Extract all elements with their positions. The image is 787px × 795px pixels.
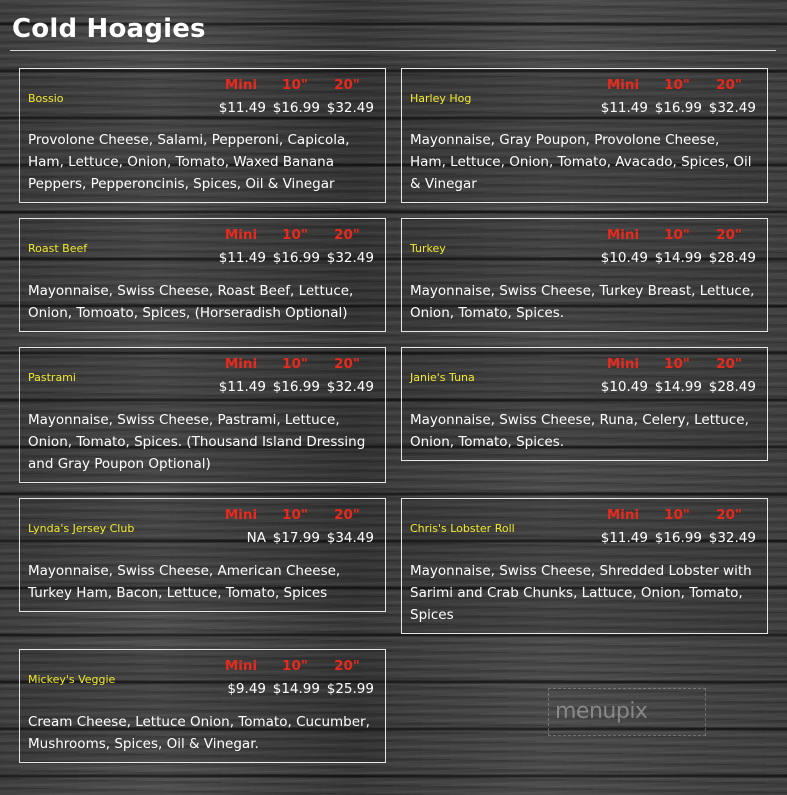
size-headings — [595, 356, 755, 372]
item-name: Chris's Lobster Roll — [410, 522, 515, 535]
item-name: Pastrami — [28, 371, 76, 384]
size-headings — [213, 77, 373, 93]
size-10: 10" — [282, 507, 308, 523]
size-20: 20" — [334, 356, 360, 372]
price-mini: $11.49 — [218, 250, 266, 266]
size-20: 20" — [716, 77, 742, 93]
size-headings — [213, 507, 373, 523]
size-headings — [595, 507, 755, 523]
price-row — [590, 100, 756, 116]
size-headings — [213, 227, 373, 243]
size-20: 20" — [716, 507, 742, 523]
price-10: $14.99 — [654, 250, 702, 266]
price-20: $34.49 — [326, 530, 374, 546]
size-20: 20" — [716, 227, 742, 243]
item-name: Harley Hog — [410, 92, 472, 105]
price-row — [208, 100, 374, 116]
size-10: 10" — [664, 356, 690, 372]
item-name: Lynda's Jersey Club — [28, 522, 135, 535]
item-name: Mickey's Veggie — [28, 673, 116, 686]
size-headings — [213, 356, 373, 372]
watermark-text: menupix — [555, 699, 648, 724]
size-20: 20" — [334, 507, 360, 523]
price-mini: $10.49 — [600, 250, 648, 266]
price-row — [208, 681, 374, 697]
size-20: 20" — [334, 77, 360, 93]
price-mini: $11.49 — [218, 100, 266, 116]
price-20: $32.49 — [326, 100, 374, 116]
item-name: Turkey — [410, 242, 446, 255]
price-row — [590, 530, 756, 546]
price-20: $25.99 — [326, 681, 374, 697]
price-mini: $11.49 — [600, 530, 648, 546]
size-10: 10" — [664, 77, 690, 93]
item-description: Mayonnaise, Swiss Cheese, Pastrami, Lettuce, Onion, Tomato, Spices. (Thousand Island Dressing and Gray Poupon Optional) — [28, 412, 366, 472]
price-mini: $9.49 — [227, 681, 266, 697]
price-mini: NA — [246, 530, 266, 546]
size-mini: Mini — [224, 507, 258, 523]
size-mini: Mini — [224, 658, 258, 674]
item-description: Mayonnaise, Gray Poupon, Provolone Cheese, Ham, Lettuce, Onion, Tomato, Avacado, Spices, Oil & Vinegar — [410, 132, 752, 192]
menupix-watermark — [548, 688, 706, 736]
price-10: $14.99 — [654, 379, 702, 395]
price-mini: $10.49 — [600, 379, 648, 395]
price-20: $28.49 — [708, 250, 756, 266]
price-mini: $11.49 — [218, 379, 266, 395]
size-10: 10" — [282, 77, 308, 93]
item-name: Janie's Tuna — [410, 371, 475, 384]
price-10: $16.99 — [272, 379, 320, 395]
title-divider — [10, 50, 776, 51]
size-10: 10" — [282, 356, 308, 372]
price-10: $16.99 — [654, 100, 702, 116]
menu-item-janies-tuna — [401, 347, 768, 461]
item-name: Roast Beef — [28, 242, 88, 255]
price-10: $16.99 — [654, 530, 702, 546]
item-description: Mayonnaise, Swiss Cheese, Shredded Lobster with Sarimi and Crab Chunks, Lattuce, Onion, Tomato, Spices — [410, 563, 752, 623]
menu-item-chris-lobster-roll — [401, 498, 768, 634]
price-20: $32.49 — [326, 250, 374, 266]
menu-item-bossio — [19, 68, 386, 203]
item-description: Mayonnaise, Swiss Cheese, American Cheese, Turkey Ham, Bacon, Lettuce, Tomato, Spices — [28, 563, 341, 601]
item-description: Mayonnaise, Swiss Cheese, Turkey Breast, Lettuce, Onion, Tomato, Spices. — [410, 283, 755, 321]
size-mini: Mini — [224, 77, 258, 93]
menu-item-harley-hog — [401, 68, 768, 203]
size-headings — [213, 658, 373, 674]
price-row — [208, 530, 374, 546]
size-mini: Mini — [606, 507, 640, 523]
size-mini: Mini — [606, 227, 640, 243]
size-10: 10" — [664, 507, 690, 523]
size-mini: Mini — [224, 227, 258, 243]
menu-item-pastrami — [19, 347, 386, 483]
size-mini: Mini — [224, 356, 258, 372]
size-20: 20" — [334, 658, 360, 674]
item-description: Mayonnaise, Swiss Cheese, Runa, Celery, Lettuce, Onion, Tomato, Spices. — [410, 412, 749, 450]
size-10: 10" — [282, 658, 308, 674]
item-name: Bossio — [28, 92, 64, 105]
menu-item-lyndas-jersey-club — [19, 498, 386, 612]
menu-item-mickeys-veggie — [19, 649, 386, 763]
menu-item-turkey — [401, 218, 768, 332]
price-row — [590, 379, 756, 395]
price-10: $16.99 — [272, 250, 320, 266]
size-20: 20" — [716, 356, 742, 372]
price-row — [208, 250, 374, 266]
price-row — [208, 379, 374, 395]
item-description: Provolone Cheese, Salami, Pepperoni, Capicola, Ham, Lettuce, Onion, Tomato, Waxed Banana Peppers, Pepperoncinis, Spices, Oil & Vinegar — [28, 132, 350, 192]
price-mini: $11.49 — [600, 100, 648, 116]
price-10: $17.99 — [272, 530, 320, 546]
size-20: 20" — [334, 227, 360, 243]
page-title: Cold Hoagies — [12, 14, 206, 44]
menu-item-roast-beef — [19, 218, 386, 332]
size-10: 10" — [664, 227, 690, 243]
price-10: $16.99 — [272, 100, 320, 116]
price-20: $28.49 — [708, 379, 756, 395]
size-mini: Mini — [606, 77, 640, 93]
item-description: Cream Cheese, Lettuce Onion, Tomato, Cucumber, Mushrooms, Spices, Oil & Vinegar. — [28, 714, 370, 752]
price-20: $32.49 — [708, 530, 756, 546]
size-headings — [595, 77, 755, 93]
price-20: $32.49 — [326, 379, 374, 395]
price-row — [590, 250, 756, 266]
price-10: $14.99 — [272, 681, 320, 697]
size-mini: Mini — [606, 356, 640, 372]
size-10: 10" — [282, 227, 308, 243]
size-headings — [595, 227, 755, 243]
item-description: Mayonnaise, Swiss Cheese, Roast Beef, Lettuce, Onion, Tomoato, Spices, (Horseradish Optional) — [28, 283, 354, 321]
price-20: $32.49 — [708, 100, 756, 116]
